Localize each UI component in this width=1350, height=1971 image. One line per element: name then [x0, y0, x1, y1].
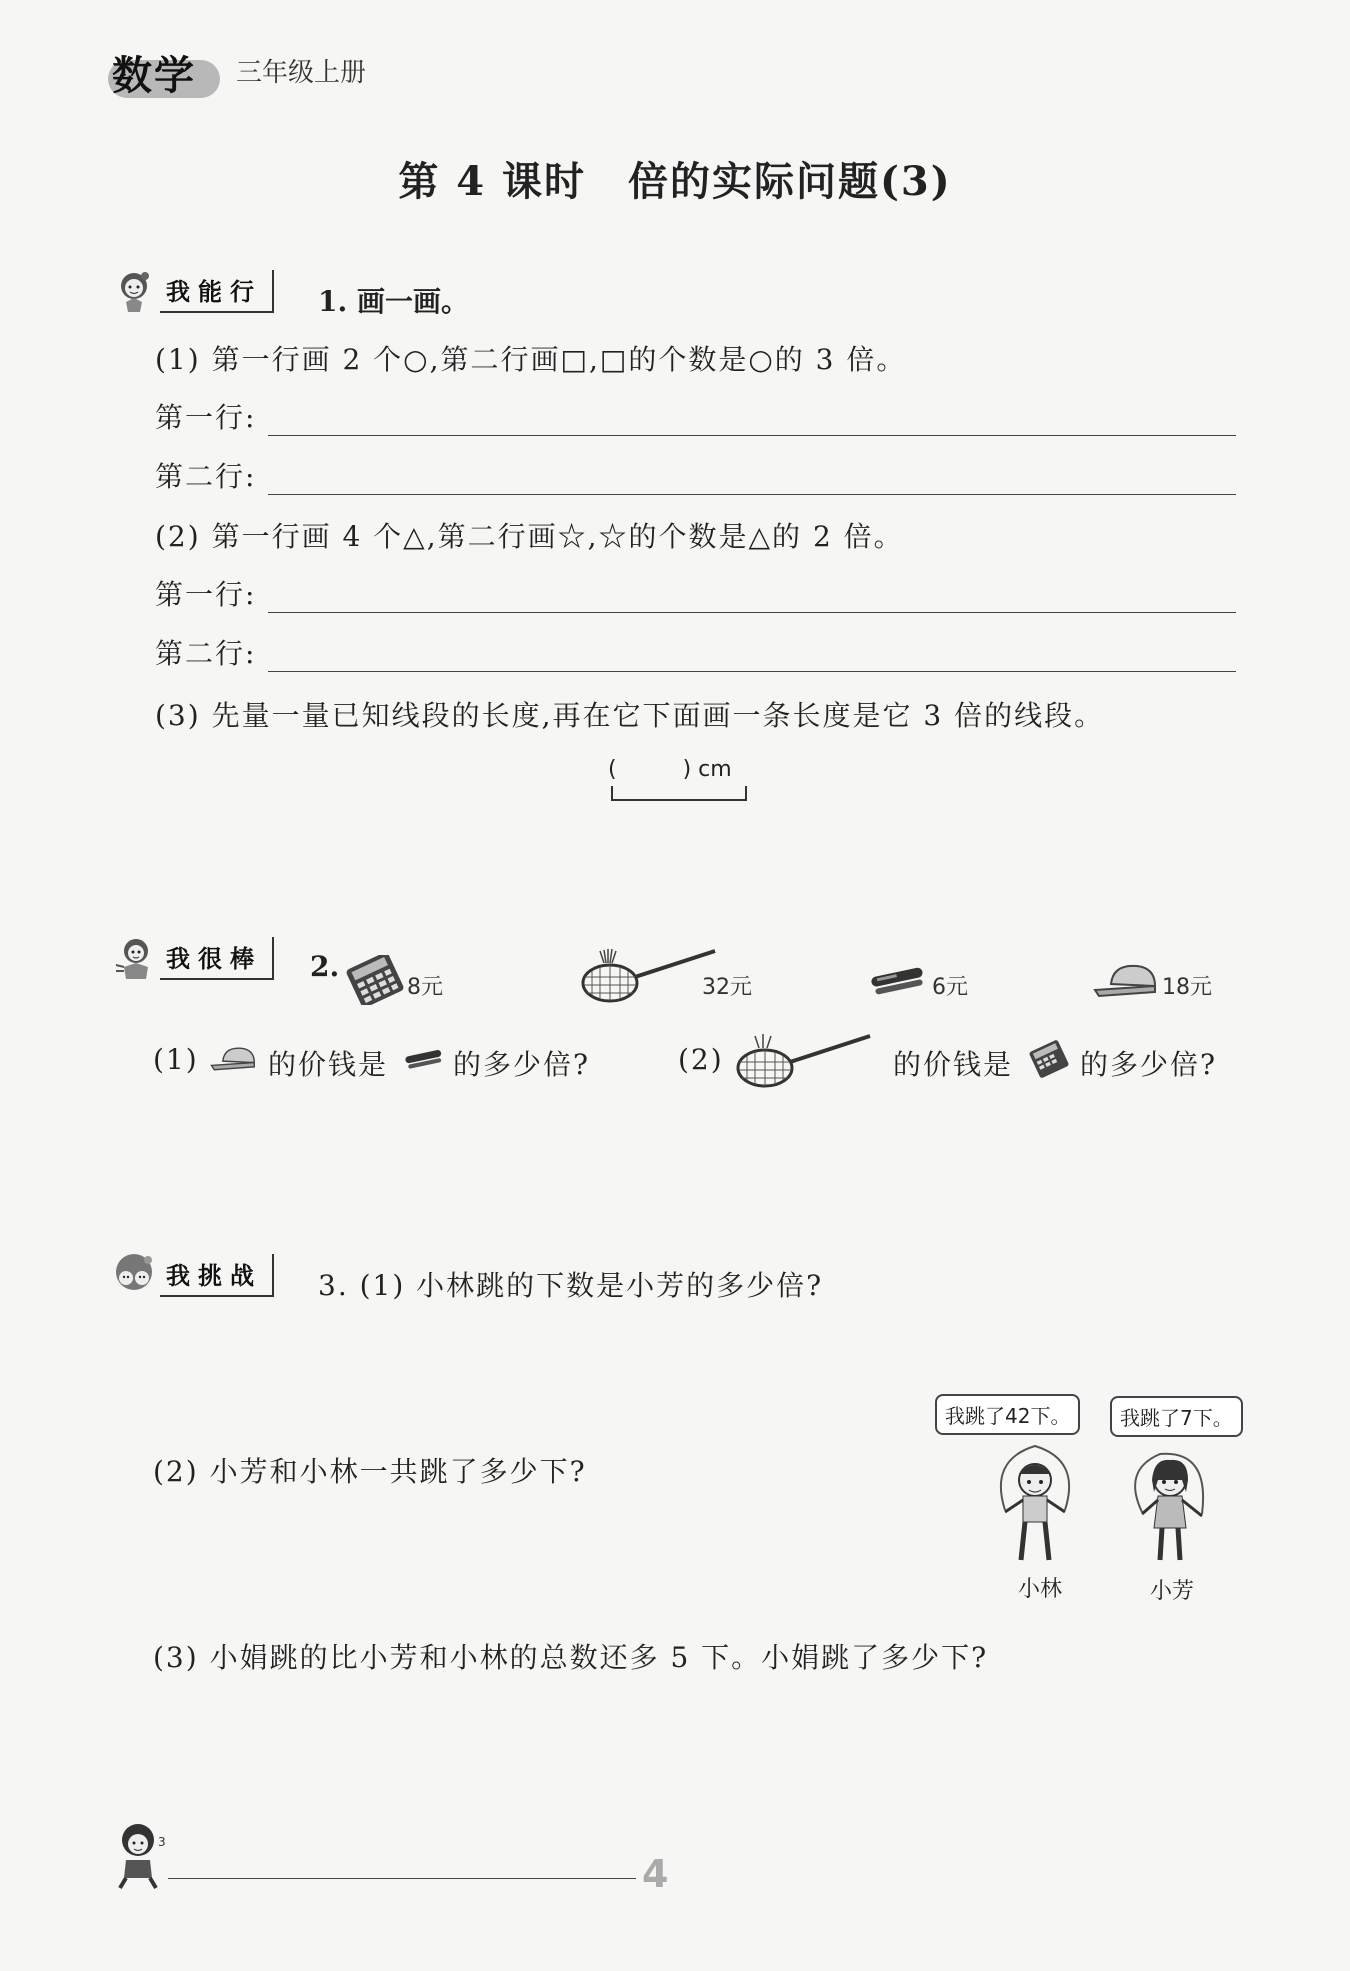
price-calculator: 8元 [407, 975, 443, 1000]
answer-line-row1[interactable] [268, 612, 1236, 613]
racket-icon [580, 945, 720, 1005]
q3-2-text: (2) 小芳和小林一共跳了多少下? [153, 1455, 587, 1488]
q1-3-text: (3) 先量一量已知线段的长度,再在它下面画一条长度是它 3 倍的线段。 [155, 699, 1105, 732]
stapler-icon [868, 962, 928, 1002]
mascot-girl-icon [112, 268, 158, 314]
badge-section3 [112, 1252, 274, 1298]
q2-1-mid: 的价钱是 [268, 1048, 389, 1081]
badge-label: 我挑战 [160, 1254, 274, 1297]
q3-1-text: 3. (1) 小林跳的下数是小芳的多少倍? [318, 1269, 824, 1302]
footer-mascot-icon [108, 1820, 168, 1890]
price-stapler: 6元 [932, 975, 968, 1000]
price-cap: 18元 [1162, 975, 1212, 1000]
page-title: 第 4 课时 倍的实际问题(3) [398, 158, 952, 205]
row2-label: 第二行: [155, 460, 257, 493]
answer-line-row2[interactable] [268, 671, 1236, 672]
svg-text:3: 3 [158, 1835, 166, 1849]
segment-length-label: ( ) cm [608, 757, 732, 782]
row2-label: 第二行: [155, 637, 257, 670]
q2-1-end: 的多少倍? [453, 1048, 591, 1081]
badge-label: 我很棒 [160, 937, 274, 980]
given-segment [610, 784, 750, 804]
speech-bubble-xiaolin: 我跳了42下。 [935, 1394, 1080, 1435]
calculator-icon [340, 955, 410, 1005]
header-subject: 数学 [112, 53, 196, 99]
calculator-icon [1025, 1040, 1073, 1078]
girl-jumping-rope-icon [1120, 1440, 1220, 1570]
answer-line-row2[interactable] [268, 494, 1236, 495]
q1-1-text: (1) 第一行画 2 个○,第二行画□,□的个数是○的 3 倍。 [155, 343, 907, 376]
name-xiaolin: 小林 [1018, 1577, 1063, 1602]
section1-heading: 1. 画一画。 [318, 285, 469, 318]
q2-1-prefix: (1) [153, 1043, 199, 1076]
price-racket: 32元 [702, 975, 752, 1000]
answer-line-row1[interactable] [268, 435, 1236, 436]
q3-3-text: (3) 小娟跳的比小芳和小林的总数还多 5 下。小娟跳了多少下? [153, 1641, 989, 1674]
cap-icon [210, 1044, 260, 1074]
name-xiaofang: 小芳 [1150, 1579, 1195, 1604]
badge-section1 [112, 268, 274, 314]
racket-icon [735, 1030, 875, 1090]
cap-icon [1093, 960, 1163, 1002]
row1-label: 第一行: [155, 578, 257, 611]
badge-section2 [112, 935, 274, 981]
q2-2-mid: 的价钱是 [893, 1048, 1014, 1081]
header-grade: 三年级上册 [236, 58, 367, 88]
page-number: 4 [642, 1852, 669, 1896]
stapler-icon [403, 1046, 445, 1074]
speech-bubble-xiaofang: 我跳了7下。 [1110, 1396, 1243, 1437]
footer-rule [168, 1878, 636, 1879]
badge-label: 我能行 [160, 270, 274, 313]
mascot-kids-icon [112, 1252, 158, 1298]
section2-number: 2. [310, 950, 340, 983]
q2-2-prefix: (2) [678, 1043, 724, 1076]
q2-2-end: 的多少倍? [1080, 1048, 1218, 1081]
q1-2-text: (2) 第一行画 4 个△,第二行画☆,☆的个数是△的 2 倍。 [155, 520, 904, 553]
mascot-girl-icon [112, 935, 158, 981]
boy-jumping-rope-icon [985, 1440, 1085, 1570]
row1-label: 第一行: [155, 401, 257, 434]
